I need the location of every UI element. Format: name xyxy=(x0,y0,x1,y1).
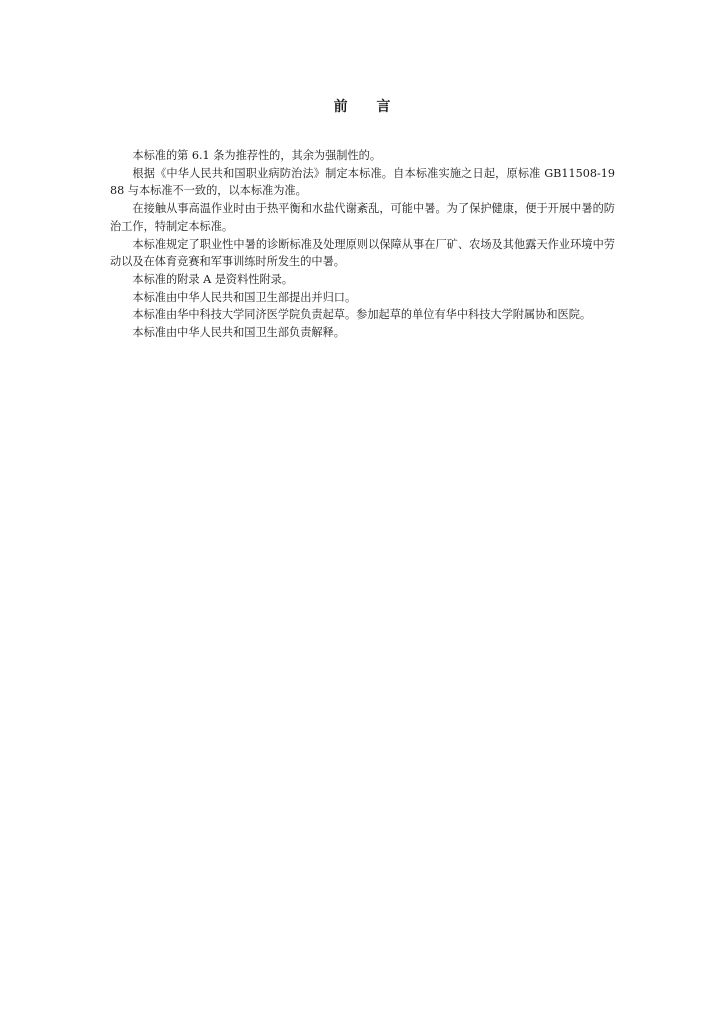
page-title: 前 言 xyxy=(333,99,403,115)
paragraph-drafters: 本标准由华中科技大学同济医学院负责起草。参加起草的单位有华中科技大学附属协和医院。 xyxy=(132,308,592,322)
paragraph-purpose: 在接触从事高温作业时由于热平衡和水盐代谢紊乱，可能中暑。为了保护健康，便于开展中暑的防治工作，特制定本标准。 xyxy=(110,202,615,233)
paragraph-appendix: 本标准的附录 A 是资料性附录。 xyxy=(132,272,294,286)
paragraph-proposer: 本标准由中华人民共和国卫生部提出并归口。 xyxy=(132,290,357,304)
paragraph-legal-basis: 根据《中华人民共和国职业病防治法》制定本标准。自本标准实施之日起，原标准 GB11508-1988 与本标准不一致的，以本标准为准。 xyxy=(110,166,615,198)
paragraph-scope: 本标准规定了职业性中暑的诊断标准及处理原则以保障从事在厂矿、农场及其他露天作业环境中劳动以及在体育竞赛和军事训练时所发生的中暑。 xyxy=(110,237,615,269)
paragraph-recommended-clause: 本标准的第 6.1 条为推荐性的，其余为强制性的。 xyxy=(132,149,382,162)
paragraph-interpretation: 本标准由中华人民共和国卫生部负责解释。 xyxy=(132,326,345,340)
foreword-body xyxy=(110,147,615,342)
